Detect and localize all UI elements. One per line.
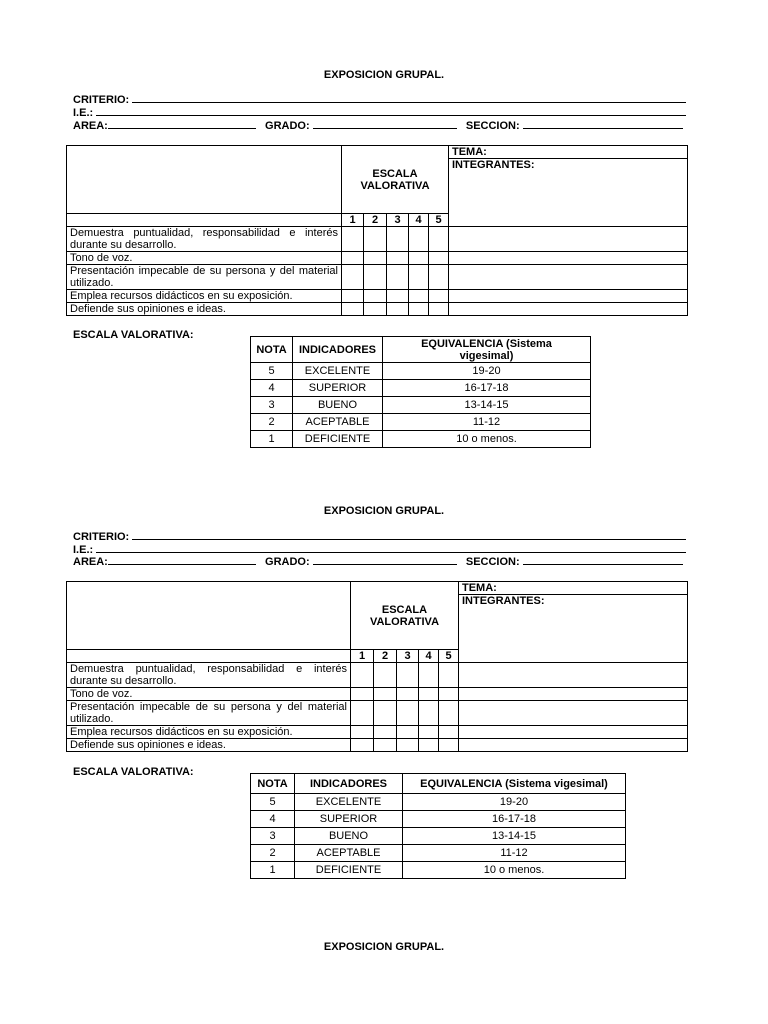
score-cell[interactable] (409, 265, 429, 290)
notes-cell[interactable] (449, 265, 688, 290)
score-cell[interactable] (364, 252, 387, 265)
indicador-cell: EXCELENTE (293, 363, 383, 380)
criteria-header-blank-2 (67, 650, 351, 663)
score-cell[interactable] (351, 688, 374, 701)
page-title: EXPOSICION GRUPAL. (323, 941, 445, 953)
criterion-text: Emplea recursos didácticos en su exposición. (67, 290, 342, 303)
page-title: EXPOSICION GRUPAL. (323, 69, 445, 81)
equivalencia-header: EQUIVALENCIA (Sistema vigesimal) (383, 337, 591, 363)
score-header: 4 (409, 214, 429, 227)
area-grado-seccion-field: AREA: GRADO: SECCION: (73, 555, 683, 568)
score-cell[interactable] (364, 227, 387, 252)
nota-cell: 5 (251, 363, 293, 380)
equivalencia-cell: 13-14-15 (383, 397, 591, 414)
score-cell[interactable] (439, 688, 459, 701)
nota-header: NOTA (251, 337, 293, 363)
indicador-cell: EXCELENTE (295, 794, 403, 811)
escala-header: ESCALA VALORATIVA (342, 146, 449, 214)
evaluation-table (66, 581, 688, 752)
score-cell[interactable] (374, 701, 397, 726)
integrantes-cell[interactable]: INTEGRANTES: (459, 595, 688, 663)
score-cell[interactable] (419, 701, 439, 726)
evaluation-table (66, 145, 688, 316)
ie-field: I.E.: (73, 543, 686, 556)
indicadores-header: INDICADORES (293, 337, 383, 363)
nota-cell: 1 (251, 862, 295, 879)
criteria-header-blank (67, 146, 342, 214)
score-cell[interactable] (364, 290, 387, 303)
escala-valorativa-label: ESCALA VALORATIVA: (73, 329, 194, 341)
criterio-field: CRITERIO: (73, 93, 686, 106)
score-cell[interactable] (439, 739, 459, 752)
equivalencia-cell: 11-12 (383, 414, 591, 431)
score-header: 2 (364, 214, 387, 227)
score-cell[interactable] (374, 663, 397, 688)
score-cell[interactable] (374, 739, 397, 752)
score-header: 3 (387, 214, 409, 227)
score-cell[interactable] (429, 303, 449, 316)
seccion-line[interactable] (523, 119, 683, 129)
score-cell[interactable] (397, 739, 419, 752)
score-cell[interactable] (397, 688, 419, 701)
integrantes-cell[interactable]: INTEGRANTES: (449, 159, 688, 227)
tema-cell[interactable]: TEMA: (449, 146, 688, 159)
score-cell[interactable] (397, 701, 419, 726)
criteria-header-blank-2 (67, 214, 342, 227)
ie-line[interactable] (96, 106, 686, 116)
score-cell[interactable] (439, 701, 459, 726)
score-cell[interactable] (429, 252, 449, 265)
criterion-text: Presentación impecable de su persona y del material utilizado. (67, 701, 351, 726)
criterion-text: Defiende sus opiniones e ideas. (67, 303, 342, 316)
page-title: EXPOSICION GRUPAL. (323, 505, 445, 517)
score-cell[interactable] (351, 663, 374, 688)
nota-cell: 2 (251, 845, 295, 862)
area-line[interactable] (108, 555, 256, 565)
score-cell[interactable] (429, 227, 449, 252)
score-cell[interactable] (387, 290, 409, 303)
criterion-text: Demuestra puntualidad, responsabilidad e interés durante su desarrollo. (67, 227, 342, 252)
equivalencia-cell: 13-14-15 (403, 828, 626, 845)
indicador-cell: ACEPTABLE (293, 414, 383, 431)
equivalencia-cell: 10 o menos. (403, 862, 626, 879)
seccion-line[interactable] (523, 555, 683, 565)
score-cell[interactable] (419, 663, 439, 688)
score-cell[interactable] (387, 303, 409, 316)
notes-cell[interactable] (459, 688, 688, 701)
score-cell[interactable] (342, 290, 364, 303)
nota-cell: 1 (251, 431, 293, 448)
notes-cell[interactable] (459, 739, 688, 752)
score-cell[interactable] (419, 739, 439, 752)
criterion-text: Tono de voz. (67, 688, 351, 701)
criterion-text: Tono de voz. (67, 252, 342, 265)
score-cell[interactable] (342, 265, 364, 290)
criterion-text: Emplea recursos didácticos en su exposición. (67, 726, 351, 739)
score-cell[interactable] (387, 252, 409, 265)
nota-cell: 3 (251, 828, 295, 845)
score-cell[interactable] (351, 739, 374, 752)
score-cell[interactable] (409, 303, 429, 316)
indicador-cell: SUPERIOR (295, 811, 403, 828)
criterion-text: Presentación impecable de su persona y del material utilizado. (67, 265, 342, 290)
equivalencia-cell: 19-20 (403, 794, 626, 811)
area-grado-seccion-field: AREA: GRADO: SECCION: (73, 119, 683, 132)
score-cell[interactable] (351, 701, 374, 726)
score-cell[interactable] (364, 303, 387, 316)
score-cell[interactable] (419, 726, 439, 739)
score-cell[interactable] (397, 726, 419, 739)
notes-cell[interactable] (449, 252, 688, 265)
score-cell[interactable] (439, 663, 459, 688)
equivalencia-cell: 16-17-18 (403, 811, 626, 828)
score-cell[interactable] (429, 265, 449, 290)
score-header: 1 (351, 650, 374, 663)
nota-cell: 4 (251, 380, 293, 397)
score-header: 5 (439, 650, 459, 663)
notes-cell[interactable] (449, 303, 688, 316)
score-cell[interactable] (429, 290, 449, 303)
escala-header: ESCALA VALORATIVA (351, 582, 459, 650)
score-cell[interactable] (342, 227, 364, 252)
notes-cell[interactable] (449, 227, 688, 252)
notes-cell[interactable] (449, 290, 688, 303)
nota-cell: 2 (251, 414, 293, 431)
nota-cell: 5 (251, 794, 295, 811)
indicador-cell: DEFICIENTE (295, 862, 403, 879)
equivalencia-cell: 16-17-18 (383, 380, 591, 397)
notes-cell[interactable] (459, 663, 688, 688)
score-cell[interactable] (409, 227, 429, 252)
score-cell[interactable] (374, 688, 397, 701)
escala-valorativa-label: ESCALA VALORATIVA: (73, 766, 194, 778)
scale-table (250, 336, 591, 448)
score-cell[interactable] (342, 252, 364, 265)
grado-line[interactable] (313, 119, 457, 129)
notes-cell[interactable] (459, 726, 688, 739)
area-line[interactable] (108, 119, 256, 129)
indicador-cell: ACEPTABLE (295, 845, 403, 862)
criterion-text: Demuestra puntualidad, responsabilidad e interés durante su desarrollo. (67, 663, 351, 688)
score-cell[interactable] (419, 688, 439, 701)
score-cell[interactable] (439, 726, 459, 739)
nota-header: NOTA (251, 774, 295, 794)
criteria-header-blank (67, 582, 351, 650)
tema-cell[interactable]: TEMA: (459, 582, 688, 595)
score-header: 5 (429, 214, 449, 227)
score-cell[interactable] (409, 290, 429, 303)
ie-line[interactable] (96, 543, 686, 553)
equivalencia-cell: 11-12 (403, 845, 626, 862)
score-header: 4 (419, 650, 439, 663)
indicador-cell: BUENO (293, 397, 383, 414)
ie-field: I.E.: (73, 106, 686, 119)
indicadores-header: INDICADORES (295, 774, 403, 794)
equivalencia-cell: 10 o menos. (383, 431, 591, 448)
score-cell[interactable] (387, 265, 409, 290)
score-cell[interactable] (397, 663, 419, 688)
criterio-line[interactable] (132, 93, 686, 103)
notes-cell[interactable] (459, 701, 688, 726)
score-header: 2 (374, 650, 397, 663)
score-cell[interactable] (409, 252, 429, 265)
score-header: 1 (342, 214, 364, 227)
equivalencia-header: EQUIVALENCIA (Sistema vigesimal) (403, 774, 626, 794)
indicador-cell: BUENO (295, 828, 403, 845)
nota-cell: 4 (251, 811, 295, 828)
indicador-cell: DEFICIENTE (293, 431, 383, 448)
nota-cell: 3 (251, 397, 293, 414)
grado-line[interactable] (313, 555, 457, 565)
scale-table (250, 773, 626, 879)
equivalencia-cell: 19-20 (383, 363, 591, 380)
score-cell[interactable] (374, 726, 397, 739)
criterio-field: CRITERIO: (73, 530, 686, 543)
score-cell[interactable] (351, 726, 374, 739)
indicador-cell: SUPERIOR (293, 380, 383, 397)
criterion-text: Defiende sus opiniones e ideas. (67, 739, 351, 752)
score-cell[interactable] (387, 227, 409, 252)
score-cell[interactable] (364, 265, 387, 290)
score-cell[interactable] (342, 303, 364, 316)
criterio-line[interactable] (132, 530, 686, 540)
score-header: 3 (397, 650, 419, 663)
